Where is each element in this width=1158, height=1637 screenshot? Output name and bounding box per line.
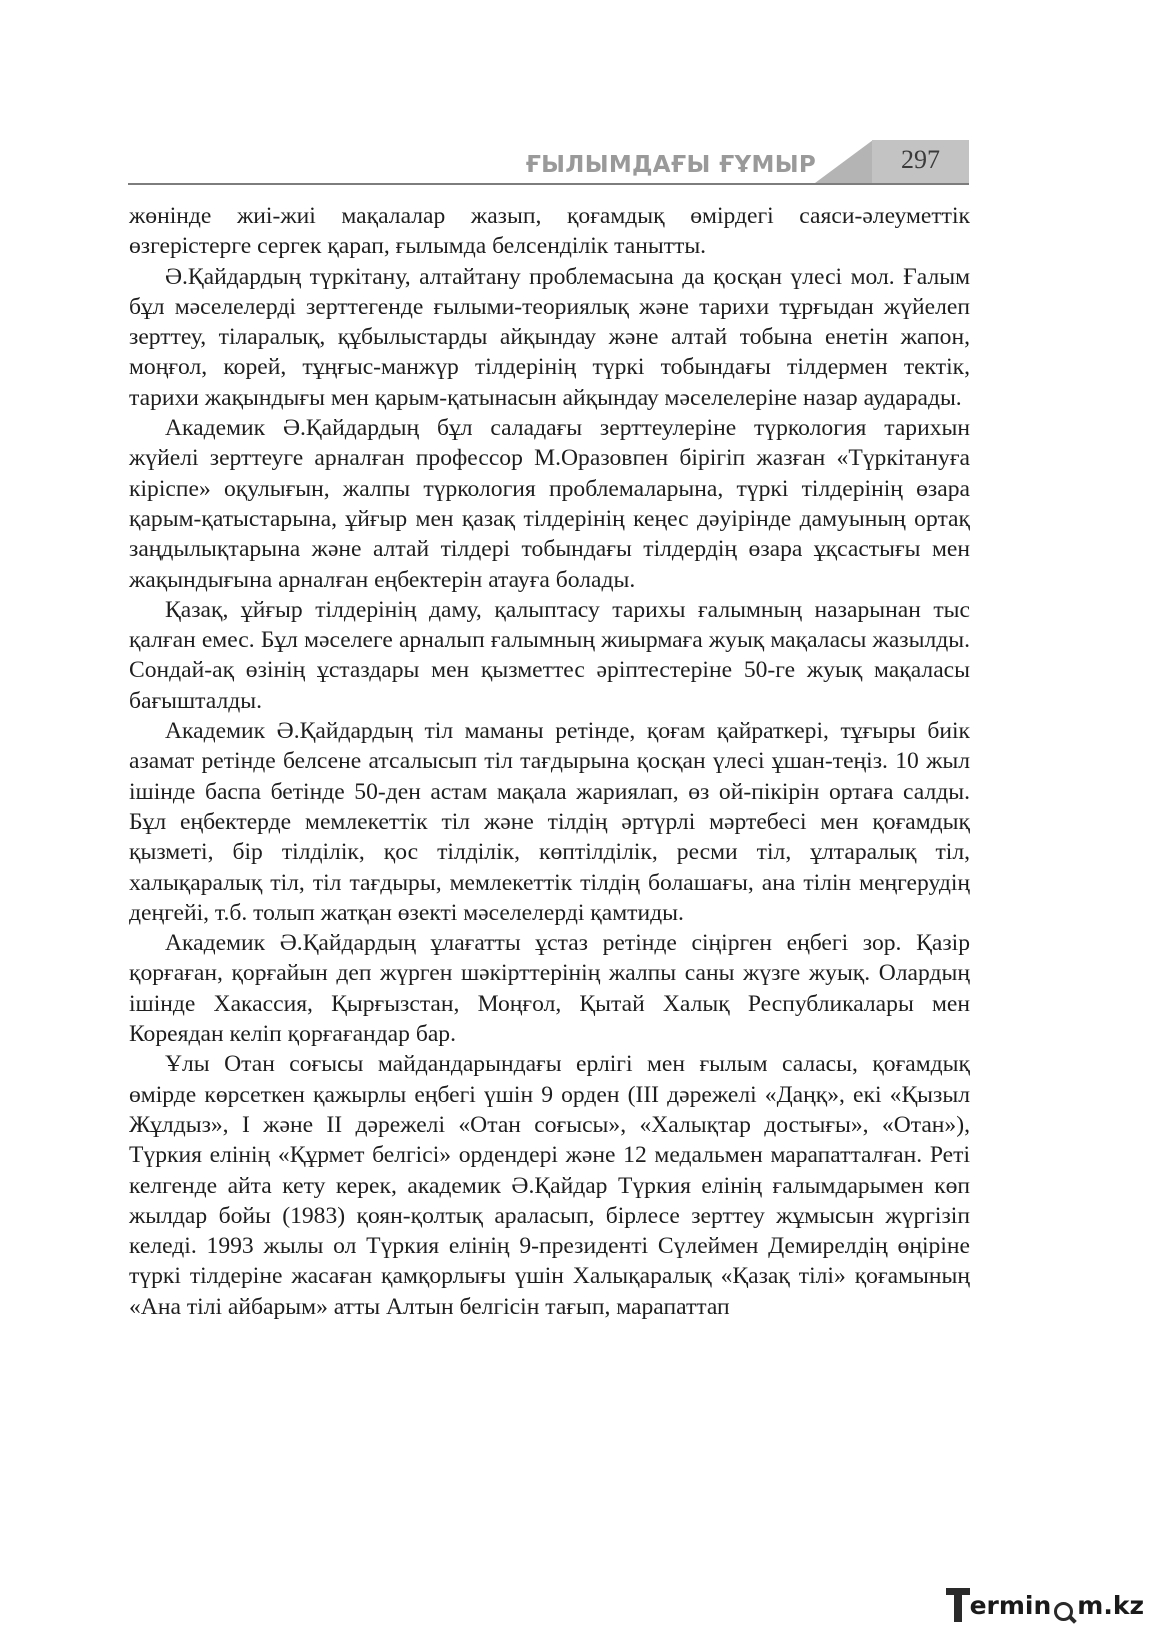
watermark-text-1: ermin <box>969 1591 1052 1620</box>
page-number: 297 <box>901 145 940 174</box>
paragraph-6: Академик Ә.Қайдардың ұлағатты ұстаз ретінде сіңірген еңбегі зор. Қазір қорғаған, қорғайын деп жүрген шәкірттерінің жалпы саны жүзге жуық. Олардың ішінде Хакассия, Қырғызстан, Моңғол, Қытай Халық Республикалары мен Кореядан келіп қорғағандар бар. <box>129 930 970 1048</box>
paragraph-1: жөнінде жиі-жиі мақалалар жазып, қоғамдық өмірдегі саяси-әлеуметтік өзгерістерге сергек қарап, ғылымда белсенділік танытты. <box>129 203 970 260</box>
paragraph-3: Академик Ә.Қайдардың бұл саладағы зерттеулеріне түркология тарихын жүйелі зерттеуге арналған профессор М.Оразовпен бірігіп жазған «Түркітануға кіріспе» оқулығын, жалпы түркология проблемаларына, түркі тілдерінің өзара қарым-қатыстарына, ұйғыр мен қазақ тілдерінің кеңес дәуірінде дамуының ортақ заңдылықтарына және алтай тілдері тобындағы тілдердің өзара ұқсастығы мен жақындығына арналған еңбектерін атауға болады. <box>129 415 970 593</box>
text-body <box>129 201 970 1322</box>
paragraph-4: Қазақ, ұйғыр тілдерінің даму, қалыптасу тарихы ғалымның назарынан тыс қалған емес. Бұл мәселеге арналып ғалымның жиырмаға жуық мақаласы жазылды. Сондай-ақ өзінің ұстаздары мен қызметтес әріптестеріне 50-ге жуық мақаласы бағышталды. <box>129 596 970 714</box>
watermark-t-glyph <box>946 1586 970 1622</box>
watermark-text-2: m.kz <box>1077 1591 1144 1620</box>
running-header <box>128 138 969 186</box>
magnifier-icon <box>1052 1592 1076 1622</box>
header-wedge-decoration <box>815 140 873 183</box>
watermark-logo <box>946 1580 1144 1622</box>
header-rule <box>128 183 969 185</box>
paragraph-7: Ұлы Отан соғысы майдандарындағы ерлігі мен ғылым саласы, қоғамдық өмірде көрсеткен қажырлы еңбегі үшін 9 орден (ІІІ дәрежелі «Даңқ», екі «Қызыл Жұлдыз», І және ІІ дәрежелі «Отан соғысы», «Халықтар достығы», «Отан»), Түркия елінің «Құрмет белгісі» ордендері және 12 медальмен марапатталған. Реті келгенде айта кету керек, академик Ә.Қайдар Түркия елінің ғалымдарымен көп жылдар бойы (1983) қоян-қолтық араласып, бірлесе зерттеу жұмысын жүргізіп келеді. 1993 жылы ол Түркия елінің 9-президенті Сүлеймен Демирелдің өңіріне түркі тілдеріне жасаған қамқорлығы үшін Халықаралық «Қазақ тілі» қоғамының «Ана тілі айбарым» атты Алтын белгісін тағып, марапаттап <box>129 1051 970 1320</box>
paragraph-5: Академик Ә.Қайдардың тіл маманы ретінде, қоғам қайраткері, тұғыры биік азамат ретінде белсене атсалысып тіл тағдырына қосқан үлесі ұшан-теңіз. 10 жыл ішінде баспа бетінде 50-ден астам мақала жариялап, өз ой-пікірін ортаға салды. Бұл еңбектерде мемлекеттік тіл және тілдің әртүрлі мәртебесі мен қоғамдық қызметі, бір тілділік, қос тілділік, көптілділік, ресми тіл, ұлтаралық тіл, халықаралық тіл, тіл тағдыры, мемлекеттік тілдің болашағы, ана тілін меңгерудің деңгейі, т.б. толып жатқан өзекті мәселелерді қамтиды. <box>129 718 970 926</box>
section-title: ҒЫЛЫМДАҒЫ ҒҰМЫР <box>525 152 816 178</box>
paragraph-2: Ә.Қайдардың түркітану, алтайтану проблемасына да қосқан үлесі мол. Ғалым бұл мәселелерді зерттегенде ғылыми-теориялық және тарихи тұрғыдан жүйелеп зерттеу, тіларалық, құбылыстарды айқындау және алтай тобына енетін жапон, моңғол, корей, тұңғыс-манжүр тілдерінің түркі тобындағы тілдермен тектік, тарихи жақындығы мен қарым-қатынасын айқындау мәселелеріне назар аударады. <box>129 263 970 411</box>
